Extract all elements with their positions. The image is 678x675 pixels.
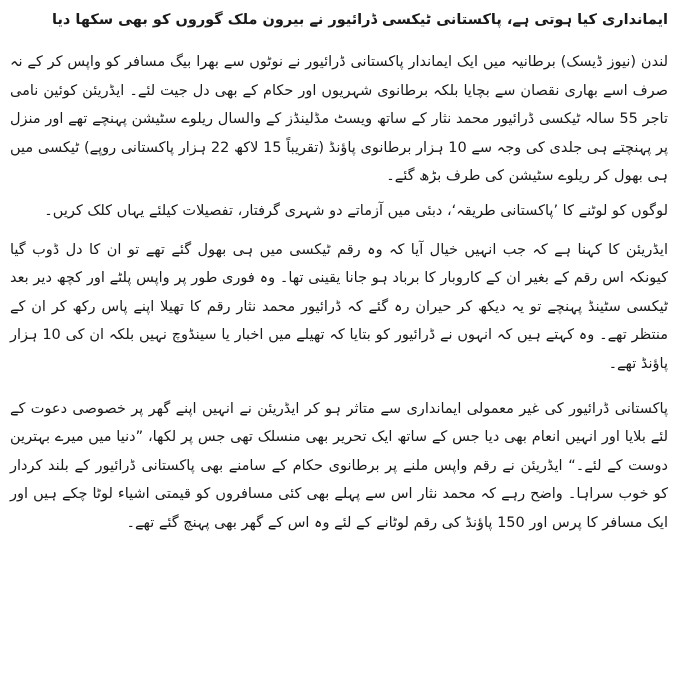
article-paragraph-adrian-account: ایڈریئن کا کہنا ہے کہ جب انہیں خیال آیا کہ وہ رقم ٹیکسی میں ہی بھول گئے تھے تو ان کا دل ڈوب گیا کیونکہ اس رقم کے بغیر ان کے کاروبار کا برباد ہو جانا یقینی تھا۔ وہ فوری طور پر واپس پلٹے اور کچھ دیر بعد ٹیکسی سٹینڈ پہنچے تو یہ دیکھ کر حیران رہ گئے کہ ڈرائیور محمد نثار رقم کا تھیلا اپنے پاس رکھ کر ان کے منتظر تھے۔ وہ کہتے ہیں کہ انہوں نے ڈرائیور کو بتایا کہ تھیلے میں اخبار یا سینڈوچ نہیں بلکہ ان کی 10 ہزار پاؤنڈ تھے۔ [10,241,668,372]
news-article [10,0,668,538]
article-paragraph-reward: پاکستانی ڈرائیور کی غیر معمولی ایمانداری سے متاثر ہو کر ایڈریئن نے انہیں اپنے گھر پر خصوصی دعوت کے لئے بلایا اور انہیں انعام بھی دیا جس کے ساتھ ایک تحریر بھی منسلک تھی جس پر لکھا، ”دنیا میں میرے بہترین دوست کے لئے۔“ ایڈریئن نے رقم واپس ملنے پر برطانوی حکام کے سامنے بھی پاکستانی ڈرائیور کے بلند کردار کو خوب سراہا۔ واضح رہے کہ محمد نثار اس سے پہلے بھی کئی مسافروں کو قیمتی اشیاء لوٹا چکے ہیں اور ایک مسافر کا پرس اور 150 پاؤنڈ کی رقم لوٹانے کے لئے وہ اس کے گھر بھی پہنچ گئے تھے۔ [10,400,668,531]
article-paragraph-lead: لندن (نیوز ڈیسک) برطانیہ میں ایک ایماندار پاکستانی ڈرائیور نے نوٹوں سے بھرا بیگ مسافر کو واپس کر کے نہ صرف اسے بھاری نقصان سے بچایا بلکہ برطانوی شہریوں اور حکام کے بھی دل جیت لئے۔ ایڈریئن کوئین نامی تاجر 55 سالہ ٹیکسی ڈرائیور محمد نثار کے ساتھ ویسٹ مڈلینڈز کے والسال ریلوے سٹیشن پہنچے تھے اور منزل پر پہنچتے ہی جلدی کی وجہ سے 10 ہزار برطانوی پاؤنڈ (تقریباً 15 لاکھ 22 ہزار پاکستانی روپے) ٹیکسی میں ہی بھول کر ریلوے سٹیشن کی طرف بڑھ گئے۔ [10,54,668,185]
article-headline: ایمانداری کیا ہوتی ہے، پاکستانی ٹیکسی ڈرائیور نے بیرون ملک گوروں کو بھی سکھا دیا [52,12,668,28]
related-story-link[interactable]: لوگوں کو لوٹنے کا ’پاکستانی طریقہ‘، دبئی میں آزماتے دو شہری گرفتار، تفصیلات کیلئے یہاں کلک کریں۔ [44,202,668,219]
